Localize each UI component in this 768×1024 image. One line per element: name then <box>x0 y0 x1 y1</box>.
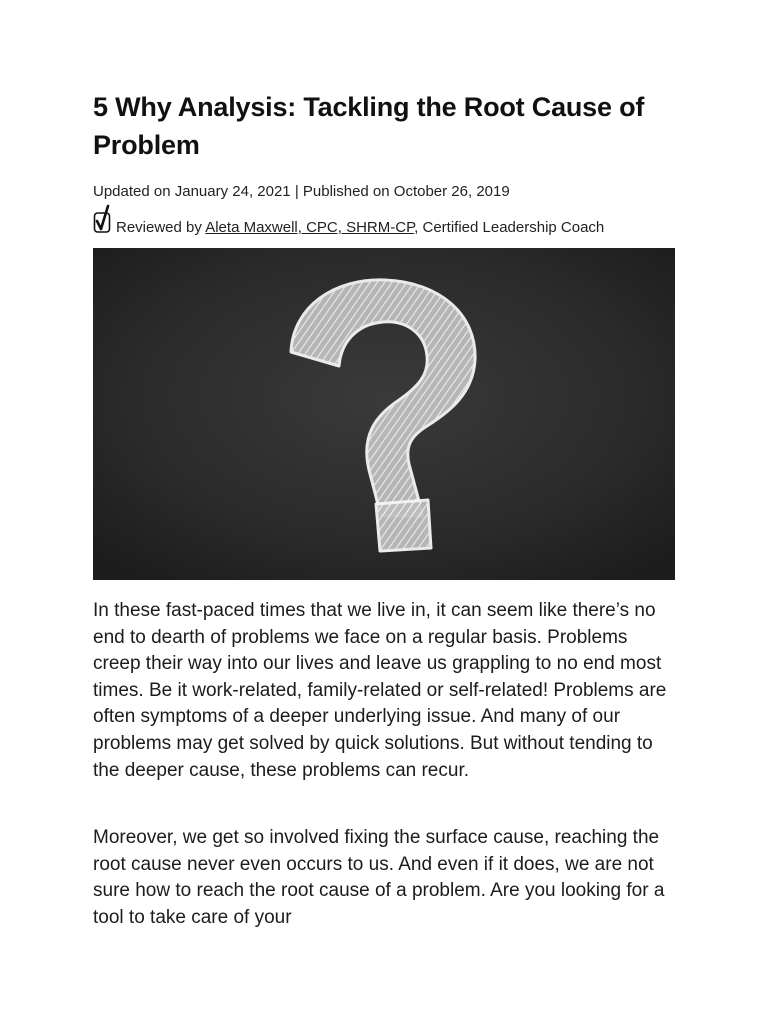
paragraph-1: In these fast-paced times that we live in, it can seem like there’s no end to dearth of problems we face on a regular basis. Problems creep their way into our lives and leave us grappling to no end most times. Be it work-related, family-related or self-related! Problems are often symptoms of a deeper underlying issue. And many of our problems may get solved by quick solutions. But without tending to the deeper cause, these problems can recur. <box>93 600 667 781</box>
checkbox-check-icon <box>93 203 113 235</box>
reviewer-suffix: , Certified Leadership Coach <box>414 219 605 236</box>
article-dates: Updated on January 24, 2021 | Published on October 26, 2019 <box>93 183 510 200</box>
reviewer-prefix: Reviewed by <box>116 219 206 236</box>
reviewer-link[interactable]: Aleta Maxwell, CPC, SHRM-CP <box>205 219 415 236</box>
reviewer-text <box>116 218 604 238</box>
paragraph-2: Moreover, we get so involved fixing the surface cause, reaching the root cause never even occurs to us. And even if it does, we are not sure how to reach the root cause of a problem. Are you looking for a tool to take care of your <box>93 827 665 928</box>
hero-image <box>93 248 675 580</box>
article-title: 5 Why Analysis: Tackling the Root Cause of Problem <box>93 92 645 160</box>
